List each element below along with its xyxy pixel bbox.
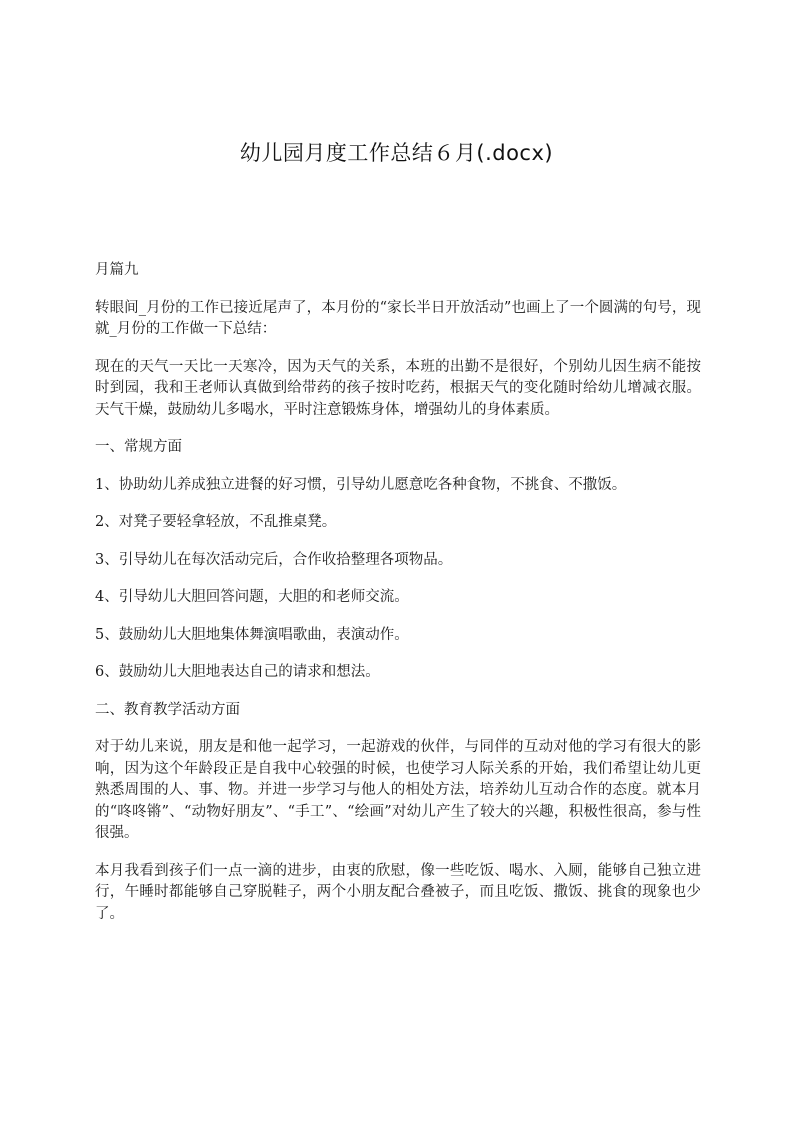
list-item: 3、引导幼儿在每次活动完后，合作收拾整理各项物品。 (95, 551, 453, 568)
section-heading: 一、常规方面 (95, 439, 182, 455)
document-title: 幼儿园月度工作总结６月(.docx) (239, 141, 554, 165)
paragraph: 本月我看到孩子们一点一滴的进步，由衷的欣慰，像一些吃饭、喝水、入厕，能够自己独立进行，午睡时都能够自己穿脱鞋子，两个小朋友配合叠被子，而且吃饭、撒饭、挑食的现象也少了。 (95, 862, 701, 922)
document-body (95, 260, 701, 941)
section-heading: 月篇九 (95, 262, 139, 278)
paragraph: 转眼间_月份的工作已接近尾声了，本月份的“家长半日开放活动”也画上了一个圆满的句号，现就_月份的工作做一下总结： (95, 299, 701, 337)
list-item: 5、鼓励幼儿大胆地集体舞演唱歌曲，表演动作。 (95, 626, 409, 643)
list-item: 6、鼓励幼儿大胆地表达自己的请求和想法。 (95, 664, 380, 680)
list-item: 2、对凳子要轻拿轻放，不乱推桌凳。 (95, 514, 337, 530)
paragraph: 对于幼儿来说，朋友是和他一起学习，一起游戏的伙伴，与同伴的互动对他的学习有很大的影响，因为这个年龄段正是自我中心较强的时候，也使学习人际关系的开始，我们希望让幼儿更熟悉周围的人、事、物。并进一步学习与他人的相处方法，培养幼儿互动合作的态度。就本月的“咚咚锵”、“动物好朋友”、“手工”、“绘画”对幼儿产生了较大的兴趣，积极性很高，参与性很强。 (95, 739, 701, 841)
paragraph: 现在的天气一天比一天寒冷，因为天气的关系，本班的出勤不是很好，个别幼儿因生病不能按时到园，我和王老师认真做到给带药的孩子按时吃药，根据天气的变化随时给幼儿增减衣服。天气干燥，鼓励幼儿多喝水，平时注意锻炼身体，增强幼儿的身体素质。 (95, 358, 701, 418)
list-item: 1、协助幼儿养成独立进餐的好习惯，引导幼儿愿意吃各种食物，不挑食、不撒饭。 (95, 476, 627, 493)
section-heading: 二、教育教学活动方面 (95, 701, 240, 718)
list-item: 4、引导幼儿大胆回答问题，大胆的和老师交流。 (95, 589, 409, 605)
